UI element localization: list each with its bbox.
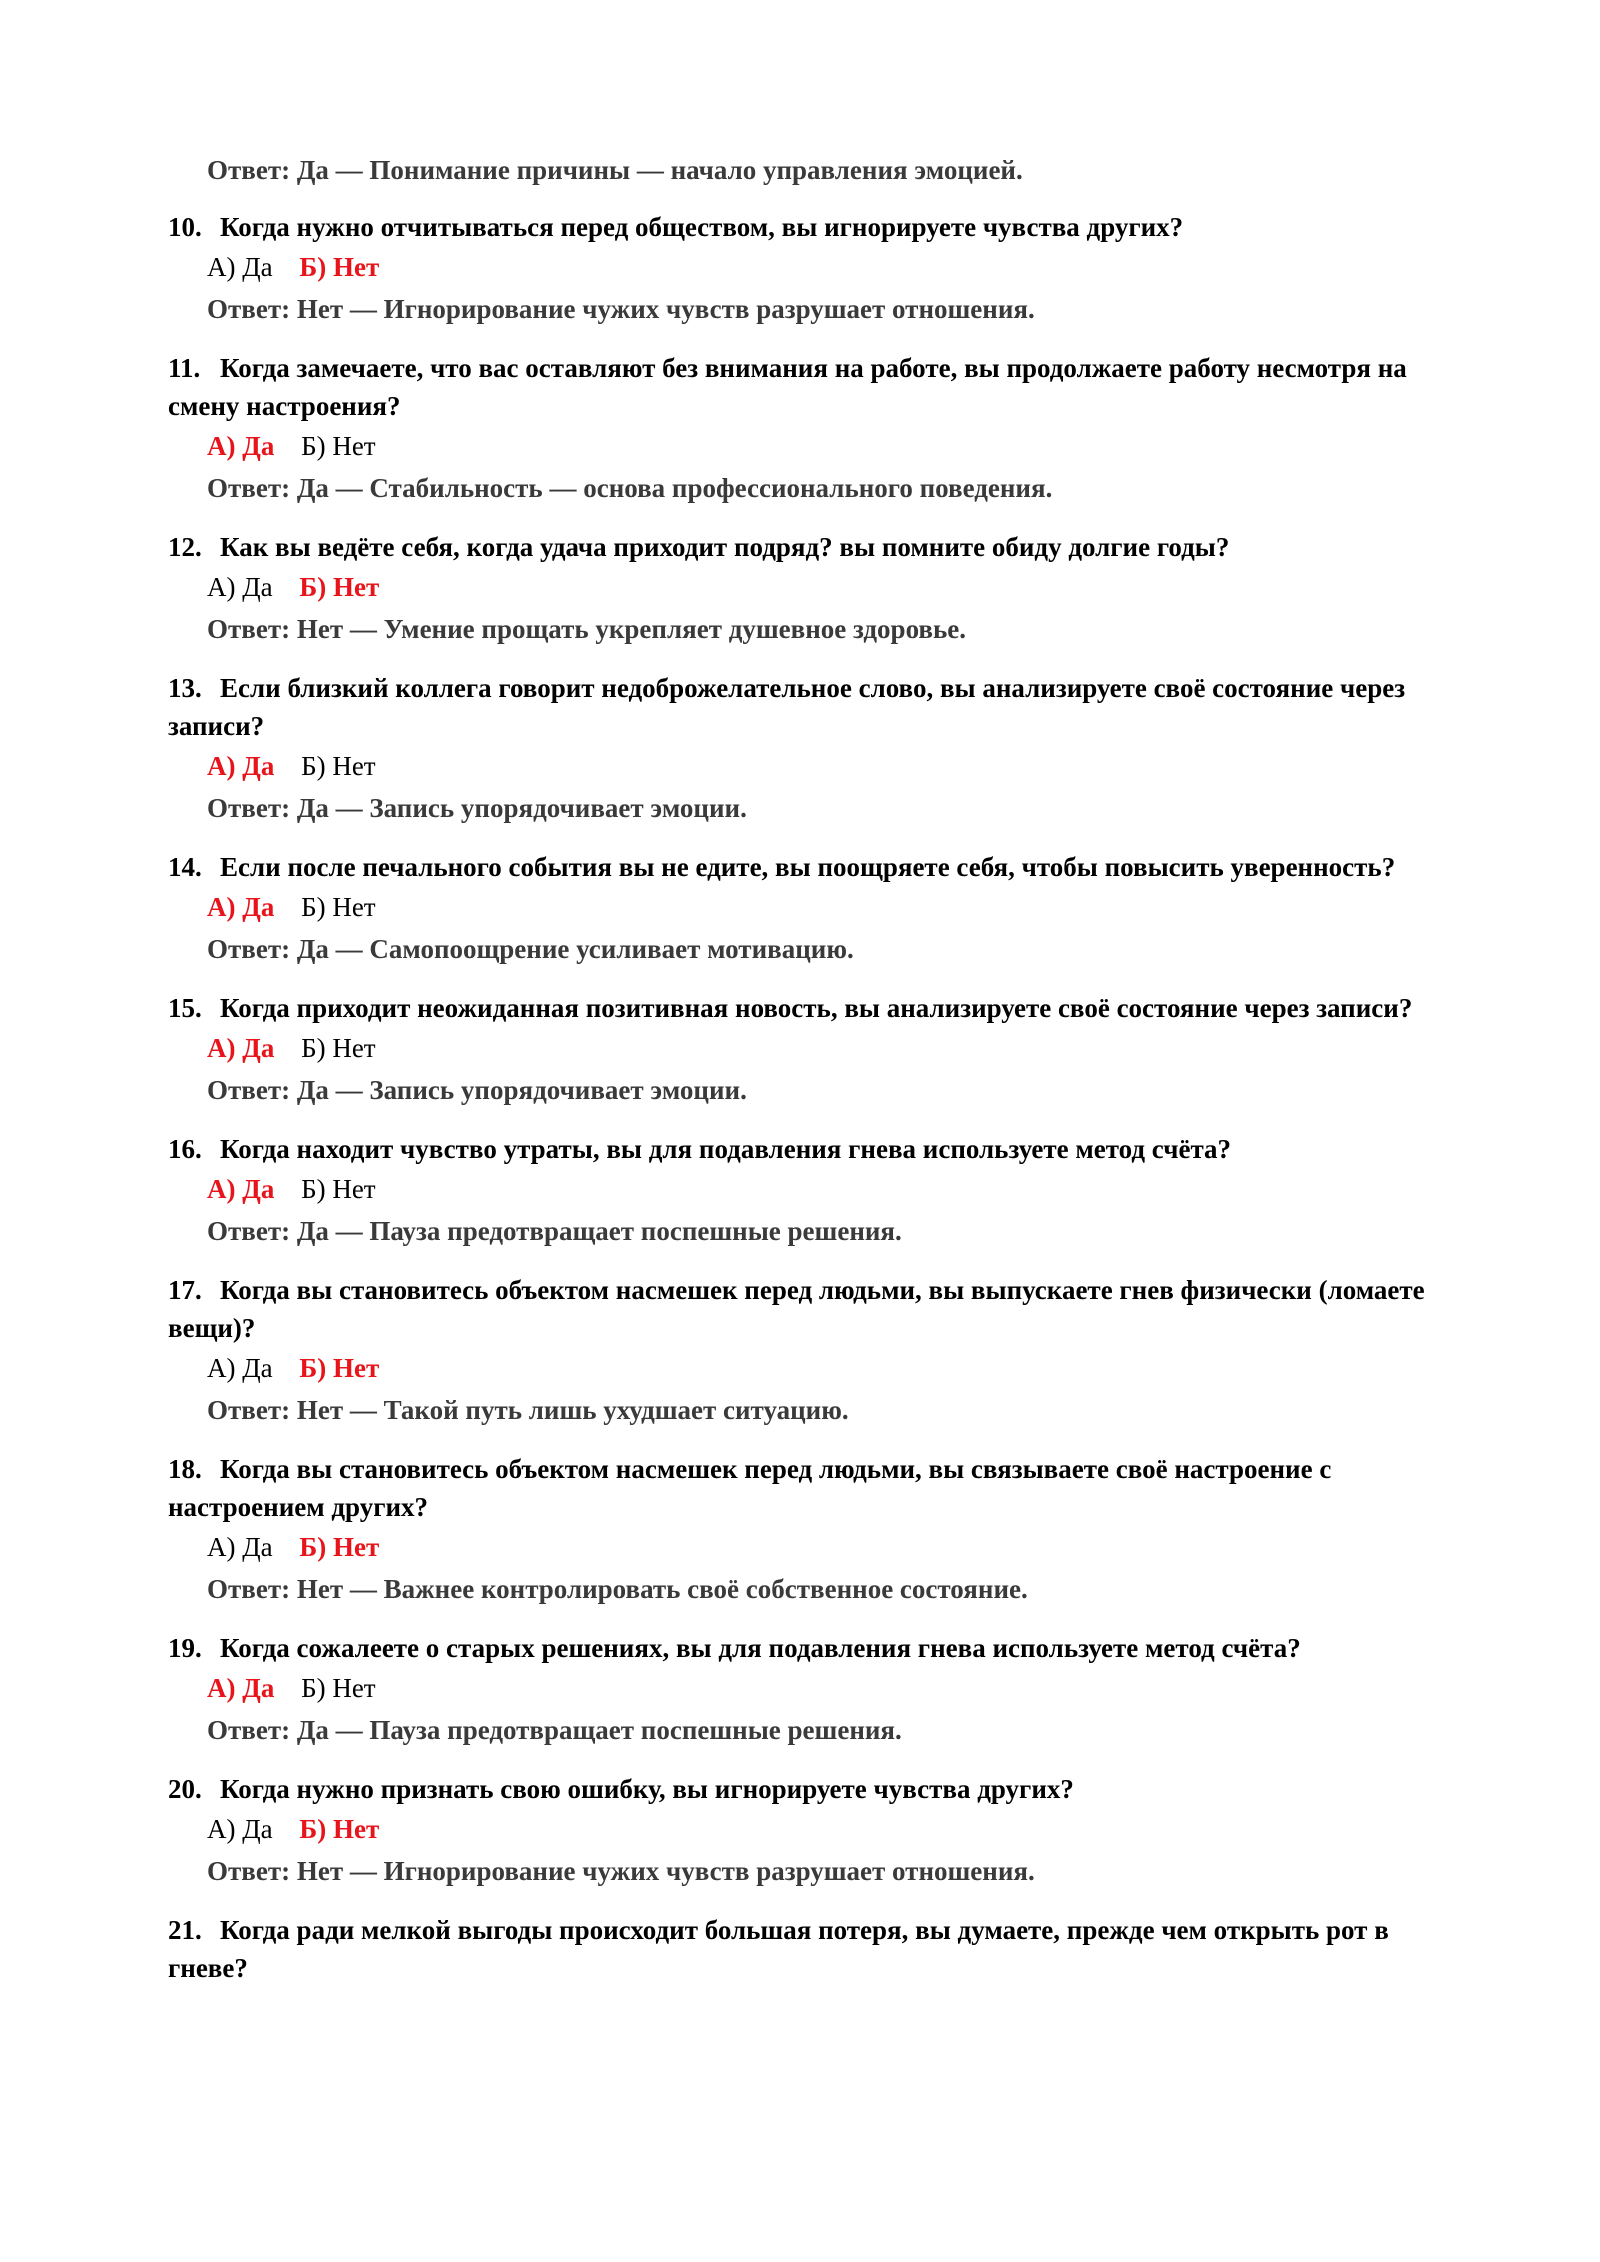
question-text xyxy=(168,989,1458,1027)
option-a-correct: А) Да xyxy=(207,1174,275,1204)
question-item-14 xyxy=(168,848,1458,970)
answer-explanation: Ответ: Да — Запись упорядочивает эмоции. xyxy=(207,793,747,823)
answer-options xyxy=(207,1526,1458,1568)
answer-explanation: Ответ: Нет — Умение прощать укрепляет душевное здоровье. xyxy=(207,614,966,644)
option-a: А) Да xyxy=(207,252,273,282)
question-text xyxy=(168,1271,1458,1347)
option-a: А) Да xyxy=(207,1353,273,1383)
question-item-11 xyxy=(168,349,1458,509)
question-text xyxy=(168,1130,1458,1168)
question-text xyxy=(168,349,1458,425)
question-item-15 xyxy=(168,989,1458,1111)
answer-explanation: Ответ: Да — Самопоощрение усиливает мотивацию. xyxy=(207,934,854,964)
answer-options xyxy=(207,566,1458,608)
question-body: Когда замечаете, что вас оставляют без внимания на работе, вы продолжаете работу несмотря на смену настроения? xyxy=(168,353,1407,421)
question-text xyxy=(168,208,1458,246)
question-item-18 xyxy=(168,1450,1458,1610)
answer-options xyxy=(207,745,1458,787)
option-a-correct: А) Да xyxy=(207,1033,275,1063)
question-body: Когда ради мелкой выгоды происходит большая потеря, вы думаете, прежде чем открыть рот в гневе? xyxy=(168,1915,1389,1983)
question-text xyxy=(168,1770,1458,1808)
answer-options xyxy=(207,246,1458,288)
question-body: Когда находит чувство утраты, вы для подавления гнева используете метод счёта? xyxy=(220,1134,1232,1164)
question-number: 20. xyxy=(168,1774,202,1804)
option-a-correct: А) Да xyxy=(207,751,275,781)
question-number: 19. xyxy=(168,1633,202,1663)
answer-explanation: Ответ: Да — Пауза предотвращает поспешные решения. xyxy=(207,1216,902,1246)
question-text xyxy=(168,1629,1458,1667)
option-b-correct: Б) Нет xyxy=(299,252,380,282)
question-body: Как вы ведёте себя, когда удача приходит подряд? вы помните обиду долгие годы? xyxy=(220,532,1230,562)
question-number: 11. xyxy=(168,353,201,383)
question-list xyxy=(168,208,1458,2006)
answer-explanation: Ответ: Нет — Игнорирование чужих чувств разрушает отношения. xyxy=(207,294,1035,324)
answer-options xyxy=(207,425,1458,467)
answer-options xyxy=(207,1347,1458,1389)
question-item-12 xyxy=(168,528,1458,650)
question-item-17 xyxy=(168,1271,1458,1431)
question-text xyxy=(168,848,1458,886)
option-a: А) Да xyxy=(207,1532,273,1562)
question-number: 12. xyxy=(168,532,202,562)
answer-explanation: Ответ: Да — Пауза предотвращает поспешные решения. xyxy=(207,1715,902,1745)
question-number: 10. xyxy=(168,212,202,242)
answer-options xyxy=(207,1168,1458,1210)
option-b: Б) Нет xyxy=(301,892,376,922)
option-b: Б) Нет xyxy=(301,751,376,781)
option-b: Б) Нет xyxy=(301,1673,376,1703)
question-item-20 xyxy=(168,1770,1458,1892)
answer-options xyxy=(207,1027,1458,1069)
question-item-19 xyxy=(168,1629,1458,1751)
question-number: 15. xyxy=(168,993,202,1023)
question-text xyxy=(168,1450,1458,1526)
question-item-21 xyxy=(168,1911,1458,1987)
question-number: 14. xyxy=(168,852,202,882)
question-number: 13. xyxy=(168,673,202,703)
option-b-correct: Б) Нет xyxy=(299,1814,380,1844)
question-number: 16. xyxy=(168,1134,202,1164)
question-item-10 xyxy=(168,208,1458,330)
option-a: А) Да xyxy=(207,1814,273,1844)
question-text xyxy=(168,669,1458,745)
option-a: А) Да xyxy=(207,572,273,602)
question-body: Если близкий коллега говорит недоброжелательное слово, вы анализируете своё состояние через записи? xyxy=(168,673,1406,741)
question-body: Когда сожалеете о старых решениях, вы для подавления гнева используете метод счёта? xyxy=(220,1633,1301,1663)
option-b: Б) Нет xyxy=(301,431,376,461)
question-number: 21. xyxy=(168,1915,202,1945)
answer-explanation: Ответ: Да — Стабильность — основа профессионального поведения. xyxy=(207,473,1053,503)
question-body: Когда вы становитесь объектом насмешек перед людьми, вы выпускаете гнев физически (ломаете вещи)? xyxy=(168,1275,1425,1343)
question-item-16 xyxy=(168,1130,1458,1252)
answer-explanation: Ответ: Нет — Такой путь лишь ухудшает ситуацию. xyxy=(207,1395,849,1425)
question-number: 18. xyxy=(168,1454,202,1484)
option-b: Б) Нет xyxy=(301,1033,376,1063)
question-body: Когда вы становитесь объектом насмешек перед людьми, вы связываете своё настроение с настроением других? xyxy=(168,1454,1332,1522)
answer-options xyxy=(207,1808,1458,1850)
answer-options xyxy=(207,1667,1458,1709)
answer-explanation: Ответ: Нет — Игнорирование чужих чувств разрушает отношения. xyxy=(207,1856,1035,1886)
question-body: Когда нужно отчитываться перед обществом, вы игнорируете чувства других? xyxy=(220,212,1184,242)
question-body: Когда нужно признать свою ошибку, вы игнорируете чувства других? xyxy=(220,1774,1074,1804)
option-a-correct: А) Да xyxy=(207,1673,275,1703)
question-body: Если после печального события вы не едите, вы поощряете себя, чтобы повысить уверенность? xyxy=(220,852,1396,882)
option-b-correct: Б) Нет xyxy=(299,1353,380,1383)
answer-line-continued: Ответ: Да — Понимание причины — начало управления эмоцией. xyxy=(207,155,1023,185)
option-b: Б) Нет xyxy=(301,1174,376,1204)
answer-options xyxy=(207,886,1458,928)
option-a-correct: А) Да xyxy=(207,431,275,461)
option-b-correct: Б) Нет xyxy=(299,572,380,602)
question-text xyxy=(168,528,1458,566)
answer-explanation: Ответ: Нет — Важнее контролировать своё собственное состояние. xyxy=(207,1574,1028,1604)
question-text xyxy=(168,1911,1458,1987)
option-a-correct: А) Да xyxy=(207,892,275,922)
question-body: Когда приходит неожиданная позитивная новость, вы анализируете своё состояние через записи? xyxy=(220,993,1413,1023)
answer-explanation: Ответ: Да — Запись упорядочивает эмоции. xyxy=(207,1075,747,1105)
question-number: 17. xyxy=(168,1275,202,1305)
option-b-correct: Б) Нет xyxy=(299,1532,380,1562)
question-item-13 xyxy=(168,669,1458,829)
